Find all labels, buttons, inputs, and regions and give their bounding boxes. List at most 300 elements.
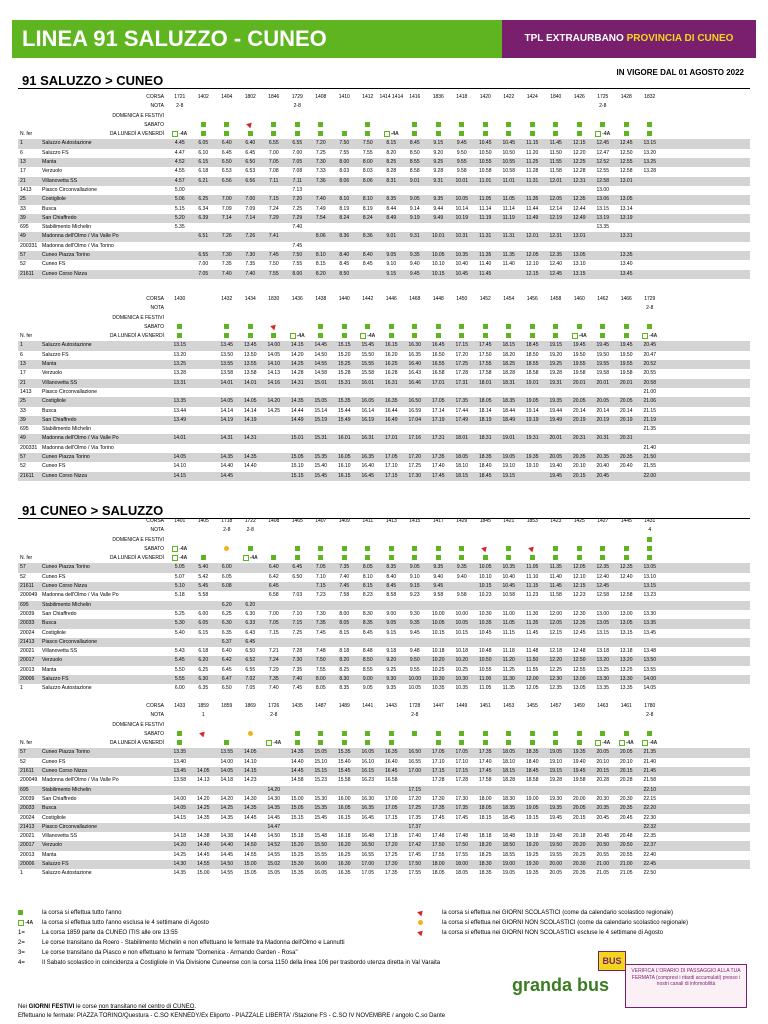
- run-flag: [215, 130, 239, 139]
- departure-time: 14.10: [267, 361, 280, 368]
- stop-name: Cuneo Corso Nizza: [42, 768, 87, 775]
- departure-time: 8.10: [362, 573, 373, 580]
- stop-code: 695: [20, 786, 29, 793]
- departure-time: 11.35: [502, 685, 515, 692]
- departure-time: 9.18: [386, 648, 397, 655]
- departure-time: 13.30: [596, 676, 609, 683]
- row-label: SABATO: [144, 730, 164, 737]
- granda-bus-logo: granda bus BUS: [512, 975, 609, 996]
- run-flag: [450, 554, 474, 563]
- departure-time: 13.20: [643, 149, 656, 156]
- departure-time: 6.18: [198, 648, 209, 655]
- departure-time: 11.35: [526, 620, 539, 627]
- departure-time: 7.30: [292, 657, 303, 664]
- departure-time: 19.45: [549, 814, 562, 821]
- departure-time: 15.45: [361, 342, 374, 349]
- stop-code: 1: [20, 140, 23, 147]
- stop-name: Saluzzo Autostazione: [42, 140, 92, 147]
- departure-time: 19.05: [502, 870, 515, 877]
- departure-time: 4.55: [174, 168, 185, 175]
- departure-time: 13.01: [619, 177, 633, 184]
- departure-time: 20.58: [643, 379, 656, 386]
- daily-marker-icon: [224, 131, 229, 136]
- departure-time: 15.14: [314, 407, 327, 414]
- stop-name: Madonna dell'Olmo / Via Valle Po: [42, 435, 119, 442]
- stop-row: [18, 786, 750, 795]
- departure-time: 13.20: [173, 351, 186, 358]
- departure-time: 8.50: [339, 270, 350, 277]
- run-flag: [356, 121, 380, 130]
- departure-time: 18.05: [455, 870, 468, 877]
- departure-time: 7.21: [268, 648, 279, 655]
- departure-time: 7.09: [245, 205, 256, 212]
- daily-marker-icon: [553, 555, 558, 560]
- departure-time: 17.45: [478, 342, 492, 349]
- departure-time: 14.05: [173, 454, 186, 461]
- departure-time: 7.00: [245, 196, 256, 203]
- departure-time: 18.45: [478, 472, 492, 479]
- departure-time: 17.15: [431, 768, 445, 775]
- departure-time: 10.18: [431, 648, 445, 655]
- departure-time: 7.40: [339, 573, 350, 580]
- departure-time: 6.45: [245, 638, 256, 645]
- departure-time: 7.33: [315, 168, 326, 175]
- departure-time: 21.00: [643, 388, 656, 395]
- departure-time: 18.49: [502, 416, 515, 423]
- daily-marker-icon: [553, 740, 558, 745]
- departure-time: 9.10: [386, 261, 397, 268]
- departure-time: 16.40: [361, 463, 374, 470]
- departure-time: 17.50: [408, 861, 421, 868]
- run-flag: [380, 730, 404, 739]
- stop-name: San Chiaffredo: [42, 214, 77, 221]
- departure-time: 15.35: [337, 398, 351, 405]
- run-flag: [568, 739, 592, 748]
- departure-time: 12.45: [596, 583, 609, 590]
- run-number: 1424: [526, 94, 538, 100]
- departure-time: 20.35: [572, 454, 586, 461]
- run-flag: 2-8: [646, 305, 654, 312]
- departure-time: 8.00: [315, 676, 326, 683]
- departure-time: 9.45: [433, 583, 444, 590]
- departure-time: 6.45: [221, 666, 232, 673]
- run-flag: [403, 545, 427, 554]
- departure-time: 20.25: [572, 851, 586, 858]
- stop-name: Verzuolo: [42, 842, 63, 849]
- departure-time: 13.00: [572, 676, 586, 683]
- run-flag: [403, 323, 427, 332]
- departure-time: 21.35: [643, 426, 656, 433]
- daily-marker-icon: [412, 324, 417, 329]
- departure-time: 7.36: [315, 177, 326, 184]
- departure-time: 11.25: [526, 159, 539, 166]
- departure-time: 17.55: [431, 851, 445, 858]
- run-flag: [380, 554, 404, 563]
- stop-name: Costigliole: [42, 398, 66, 405]
- footer-stops: Effettuano le fermate: PIAZZA TORINO/Questura - C.SO KENNEDY/Ex Eliporto - PIAZZALE LIBERTA' /Stazione FS - C.SO IV NOVEMBRE / angolo C.so Dante: [18, 1013, 446, 1019]
- direction-title: 91 CUNEO > SALUZZO: [22, 503, 164, 518]
- departure-time: 18.19: [478, 416, 492, 423]
- run-flag: [450, 130, 474, 139]
- run-flag: [262, 554, 286, 563]
- departure-time: 11.31: [502, 233, 515, 240]
- departure-time: 6.40: [268, 564, 279, 571]
- departure-time: 19.25: [525, 851, 539, 858]
- daily-marker-icon: [271, 131, 276, 136]
- run-number: 1429: [456, 518, 468, 524]
- daily-marker-icon: [600, 555, 605, 560]
- departure-time: 5.10: [174, 583, 185, 590]
- departure-time: 19.10: [525, 463, 539, 470]
- stop-code: 695: [20, 601, 29, 608]
- departure-time: 16.25: [384, 361, 398, 368]
- departure-time: 9.01: [409, 177, 420, 184]
- departure-time: 10.35: [431, 685, 445, 692]
- stop-name: San Chiaffredo: [42, 416, 77, 423]
- departure-time: 14.44: [290, 407, 304, 414]
- daily-marker-icon: [177, 333, 182, 338]
- departure-time: 17.45: [431, 472, 445, 479]
- stop-name: Cuneo FS: [42, 261, 66, 268]
- stop-row: [18, 214, 750, 223]
- departure-time: 16.35: [384, 398, 398, 405]
- daily-marker-icon: [530, 333, 535, 338]
- run-flag: [544, 323, 568, 332]
- stop-code: 200049: [20, 777, 38, 784]
- departure-time: 8.45: [386, 583, 397, 590]
- run-flag: [309, 545, 333, 554]
- departure-time: 10.50: [478, 657, 492, 664]
- departure-time: 10.05: [408, 685, 421, 692]
- run-flag: [380, 332, 404, 341]
- run-flag: [615, 739, 639, 748]
- departure-time: 11.58: [549, 168, 562, 175]
- departure-time: 19.35: [549, 805, 562, 812]
- departure-time: 19.50: [596, 351, 609, 358]
- departure-time: 11.40: [479, 261, 492, 268]
- run-flag: [333, 554, 357, 563]
- departure-time: 17.04: [408, 416, 421, 423]
- daily-marker-icon: [18, 910, 23, 915]
- stop-row: [18, 242, 750, 251]
- departure-time: 18.55: [525, 361, 539, 368]
- departure-time: 5.15: [174, 205, 185, 212]
- departure-time: 18.20: [478, 842, 492, 849]
- departure-time: 14.05: [267, 351, 280, 358]
- departure-time: 17.40: [431, 463, 445, 470]
- stop-code: 200331: [20, 444, 38, 451]
- departure-time: 17.16: [408, 435, 421, 442]
- legend-item: 4= Il Sabato scolastico in coincidenza a Costigliole in Via Divisione Cuneense con la corsa 1150 della linea 106 per trasbordo utenza diretta in Val Varaita: [18, 960, 441, 966]
- bus-badge: BUS: [598, 951, 626, 971]
- departure-time: 16.20: [337, 842, 351, 849]
- departure-time: 19.14: [525, 407, 539, 414]
- departure-time: 17.10: [455, 758, 468, 765]
- stop-name: Saluzzo Autostazione: [42, 342, 92, 349]
- departure-time: 14.05: [220, 398, 233, 405]
- departure-time: 13.18: [596, 648, 609, 655]
- row-label: N. fer DA LUNEDÌ A VENERDÌ: [20, 333, 164, 340]
- stop-name: Piasco Circonvallazione: [42, 638, 98, 645]
- departure-time: 19.35: [525, 870, 539, 877]
- departure-time: 19.19: [525, 416, 539, 423]
- daily-marker-icon: [436, 131, 441, 136]
- departure-time: 11.45: [549, 140, 562, 147]
- departure-time: 19.18: [525, 833, 539, 840]
- departure-time: 12.44: [572, 205, 586, 212]
- departure-time: 15.35: [314, 805, 327, 812]
- departure-time: 13.30: [619, 676, 633, 683]
- stop-code: 21611: [20, 768, 35, 775]
- stop-name: Busca: [42, 205, 57, 212]
- departure-time: 15.58: [337, 777, 351, 784]
- departure-time: 18.20: [502, 351, 515, 358]
- departure-time: 12.35: [619, 564, 633, 571]
- departure-time: 13.35: [596, 224, 609, 231]
- departure-time: 16.23: [361, 777, 374, 784]
- run-flag: [497, 739, 521, 748]
- departure-time: 11.35: [549, 564, 562, 571]
- departure-time: 12.15: [549, 629, 562, 636]
- run-flag: [333, 130, 357, 139]
- non-school-days-marker-icon: [224, 546, 229, 551]
- departure-time: 14.31: [220, 435, 233, 442]
- departure-time: 6.34: [198, 205, 209, 212]
- departure-time: 20.14: [572, 407, 586, 414]
- departure-time: 8.06: [362, 177, 373, 184]
- run-flag: [638, 730, 662, 739]
- departure-time: 13.05: [572, 685, 586, 692]
- departure-time: 12.15: [525, 270, 539, 277]
- daily-marker-icon: [459, 740, 464, 745]
- stop-code: 21: [20, 177, 26, 184]
- departure-time: 22.00: [643, 472, 656, 479]
- departure-time: 9.35: [409, 252, 420, 259]
- run-flag: [286, 121, 310, 130]
- departure-time: 11.35: [479, 252, 492, 259]
- run-number: 1454: [503, 296, 515, 302]
- departure-time: 9.50: [409, 657, 420, 664]
- departure-time: 7.00: [292, 149, 303, 156]
- departure-time: 18.44: [502, 407, 515, 414]
- departure-time: 13.40: [173, 758, 186, 765]
- departure-time: 8.19: [362, 205, 373, 212]
- run-flag: [544, 332, 568, 341]
- departure-time: 13.44: [173, 407, 186, 414]
- departure-time: 6.56: [221, 177, 232, 184]
- run-flag: [215, 121, 239, 130]
- run-flag: [615, 730, 639, 739]
- departure-time: 9.58: [456, 592, 467, 599]
- run-number: 1401: [174, 518, 186, 524]
- departure-time: 6.05: [198, 140, 209, 147]
- departure-time: 14.31: [290, 379, 304, 386]
- daily-marker-icon: [318, 731, 323, 736]
- departure-time: 22.10: [643, 786, 656, 793]
- departure-time: 17.20: [455, 351, 468, 358]
- daily-marker-icon: [201, 122, 206, 127]
- departure-time: 7.02: [245, 676, 256, 683]
- departure-time: 19.50: [572, 351, 586, 358]
- departure-time: 15.01: [314, 379, 327, 386]
- header-row-domfest: [18, 112, 750, 121]
- run-flag: [450, 121, 474, 130]
- run-number: 1859: [221, 703, 233, 709]
- stop-code: 33: [20, 407, 26, 414]
- row-label: SABATO: [144, 323, 164, 330]
- stop-row: [18, 675, 750, 684]
- departure-time: 12.00: [525, 676, 539, 683]
- daily-marker-icon: [577, 131, 582, 136]
- departure-time: 14.35: [220, 814, 233, 821]
- departure-time: 20.35: [572, 870, 586, 877]
- departure-time: 7.49: [315, 205, 326, 212]
- departure-time: 10.25: [431, 666, 445, 673]
- departure-time: 6.50: [292, 573, 303, 580]
- run-flag: [239, 545, 263, 554]
- run-flag: 1: [201, 712, 205, 719]
- departure-time: 11.18: [502, 648, 515, 655]
- stop-row: [18, 416, 750, 425]
- departure-time: 18.15: [455, 472, 468, 479]
- daily-marker-icon: [647, 731, 652, 736]
- departure-time: 16.31: [361, 435, 374, 442]
- stop-code: 52: [20, 573, 26, 580]
- departure-time: 8.30: [339, 676, 350, 683]
- departure-time: 14.50: [314, 351, 327, 358]
- stop-code: 20006: [20, 676, 35, 683]
- daily-marker-icon: [389, 740, 394, 745]
- departure-time: 6.51: [198, 233, 209, 240]
- stop-code: 6: [20, 149, 23, 156]
- run-flag: [497, 554, 521, 563]
- daily-marker-icon: [577, 555, 582, 560]
- departure-time: 19.30: [549, 795, 562, 802]
- departure-time: 20.30: [596, 795, 609, 802]
- stop-name: Busca: [42, 407, 57, 414]
- departure-time: 12.40: [596, 573, 609, 580]
- departure-time: 15.49: [337, 416, 351, 423]
- departure-time: 7.50: [362, 140, 373, 147]
- stop-row: [18, 601, 750, 610]
- departure-time: 14.35: [220, 454, 233, 461]
- departure-time: 7.55: [268, 270, 279, 277]
- departure-time: 6.00: [174, 685, 185, 692]
- departure-time: 7.00: [221, 196, 232, 203]
- departure-time: 16.28: [384, 370, 398, 377]
- departure-time: 10.05: [455, 196, 468, 203]
- departure-time: 8.58: [409, 168, 420, 175]
- header-row-corsa: [18, 93, 750, 102]
- daily-marker-icon: [436, 324, 441, 329]
- stop-code: 20021: [20, 833, 35, 840]
- departure-time: 13.15: [596, 629, 609, 636]
- departure-time: 13.05: [643, 564, 656, 571]
- departure-time: 7.14: [221, 214, 232, 221]
- stop-row: [18, 823, 750, 832]
- departure-time: 16.45: [361, 814, 374, 821]
- departure-time: 11.45: [526, 629, 539, 636]
- departure-time: 14.55: [267, 851, 280, 858]
- run-flag: [427, 323, 451, 332]
- daily-marker-icon: [318, 131, 323, 136]
- daily-marker-icon: [318, 324, 323, 329]
- run-flag: [286, 730, 310, 739]
- departure-time: 11.15: [526, 140, 539, 147]
- run-flag: [497, 332, 521, 341]
- departure-time: 11.15: [502, 629, 515, 636]
- departure-time: 13.35: [173, 398, 186, 405]
- departure-time: 19.55: [619, 361, 633, 368]
- departure-time: 9.40: [433, 573, 444, 580]
- departure-time: 17.35: [384, 870, 398, 877]
- departure-time: 19.58: [596, 370, 609, 377]
- departure-time: 20.00: [549, 861, 562, 868]
- departure-time: 8.35: [386, 564, 397, 571]
- run-flag: [286, 739, 310, 748]
- departure-time: 13.14: [619, 205, 633, 212]
- departure-time: 14.50: [243, 842, 257, 849]
- run-flag: [333, 332, 357, 341]
- departure-time: 11.05: [479, 196, 492, 203]
- departure-time: 12.45: [572, 629, 586, 636]
- departure-time: 9.35: [433, 196, 444, 203]
- departure-time: 14.00: [220, 758, 233, 765]
- school-days-marker-icon: [481, 545, 489, 553]
- stop-code: 1413: [20, 186, 32, 193]
- departure-time: 21.05: [596, 870, 609, 877]
- departure-time: 14.05: [196, 768, 210, 775]
- run-flag: [427, 130, 451, 139]
- departure-time: 21.19: [643, 416, 656, 423]
- run-flag: [427, 545, 451, 554]
- daily-marker-icon: [342, 555, 347, 560]
- departure-time: 15.01: [290, 435, 304, 442]
- stop-row: [18, 767, 750, 776]
- run-flag: [544, 545, 568, 554]
- departure-time: 6.15: [198, 159, 209, 166]
- departure-time: 17.25: [408, 463, 421, 470]
- departure-time: 13.19: [596, 214, 609, 221]
- stop-row: [18, 139, 750, 148]
- departure-time: 14.20: [267, 398, 280, 405]
- departure-time: 20.05: [619, 749, 633, 756]
- departure-time: 12.18: [549, 648, 562, 655]
- stop-name: Cuneo Piazza Torino: [42, 749, 90, 756]
- departure-time: 21.05: [619, 870, 633, 877]
- departure-time: 19.01: [525, 379, 539, 386]
- daily-marker-icon: [436, 333, 441, 338]
- run-number: 1453: [503, 703, 515, 709]
- departure-time: 19.48: [549, 833, 562, 840]
- departure-time: 15.05: [290, 454, 304, 461]
- departure-time: 8.05: [315, 685, 326, 692]
- departure-time: 17.00: [408, 768, 421, 775]
- departure-time: 14.19: [220, 416, 233, 423]
- run-flag: [403, 332, 427, 341]
- departure-time: 7.45: [268, 252, 279, 259]
- departure-time: 14.40: [290, 758, 304, 765]
- stop-row: [18, 629, 750, 638]
- departure-time: 22.50: [643, 870, 656, 877]
- run-flag: [309, 130, 333, 139]
- departure-time: 7.40: [221, 270, 232, 277]
- departure-time: 19.05: [525, 805, 539, 812]
- departure-time: 22.30: [643, 814, 656, 821]
- departure-time: 17.55: [455, 851, 468, 858]
- daily-marker-icon: [624, 131, 629, 136]
- departure-time: 9.40: [456, 573, 467, 580]
